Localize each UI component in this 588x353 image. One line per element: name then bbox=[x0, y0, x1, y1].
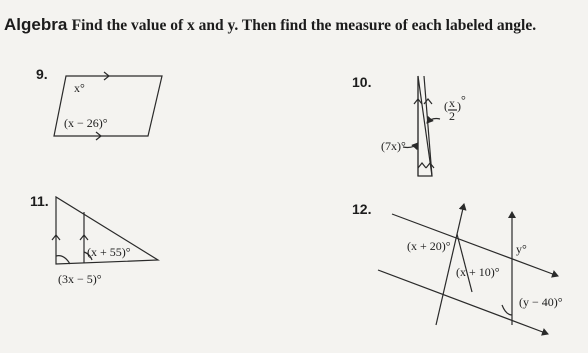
figure-12-transversals bbox=[378, 204, 563, 334]
angle-label-x-minus-26: (x − 26)° bbox=[64, 116, 108, 130]
section-title: Algebra bbox=[4, 15, 68, 34]
angle-label-y-minus-40: (y − 40)° bbox=[519, 295, 563, 309]
angle-label-x-plus-55: (x + 55)° bbox=[87, 245, 131, 259]
angle-label-3x-minus-5: (3x − 5)° bbox=[58, 272, 102, 286]
angle-label-x-plus-20: (x + 20)° bbox=[407, 239, 451, 253]
parallel-arrow-right bbox=[424, 99, 432, 104]
angle-label-y: y° bbox=[516, 242, 527, 256]
angle-label-x: x° bbox=[74, 81, 85, 95]
problem-number-10: 10. bbox=[352, 74, 372, 90]
fraction-numerator-x: x bbox=[449, 96, 455, 110]
angle-label-7x: (7x)° bbox=[381, 139, 406, 153]
problem-number-11: 11. bbox=[30, 193, 49, 209]
degree-symbol: ° bbox=[461, 93, 466, 107]
problem-number-9: 9. bbox=[36, 66, 48, 82]
fraction-denominator-2: 2 bbox=[449, 109, 455, 123]
angle-label-x-plus-10: (x + 10)° bbox=[456, 265, 500, 279]
angle-arrow-x-over-2 bbox=[427, 119, 440, 124]
figure-11-triangle bbox=[52, 197, 158, 286]
problem-number-12: 12. bbox=[352, 201, 372, 217]
figure-10-parallelogram bbox=[381, 76, 466, 176]
angle-arc-3x-5 bbox=[56, 256, 70, 264]
figure-9-parallelogram bbox=[54, 72, 162, 140]
label-close-paren: ) bbox=[457, 99, 461, 113]
angle-arc-y-minus-40 bbox=[502, 305, 512, 315]
label-open-paren: ( bbox=[444, 99, 448, 113]
instruction-text: Find the value of x and y. Then find the measure of each labeled angle. bbox=[71, 17, 537, 34]
